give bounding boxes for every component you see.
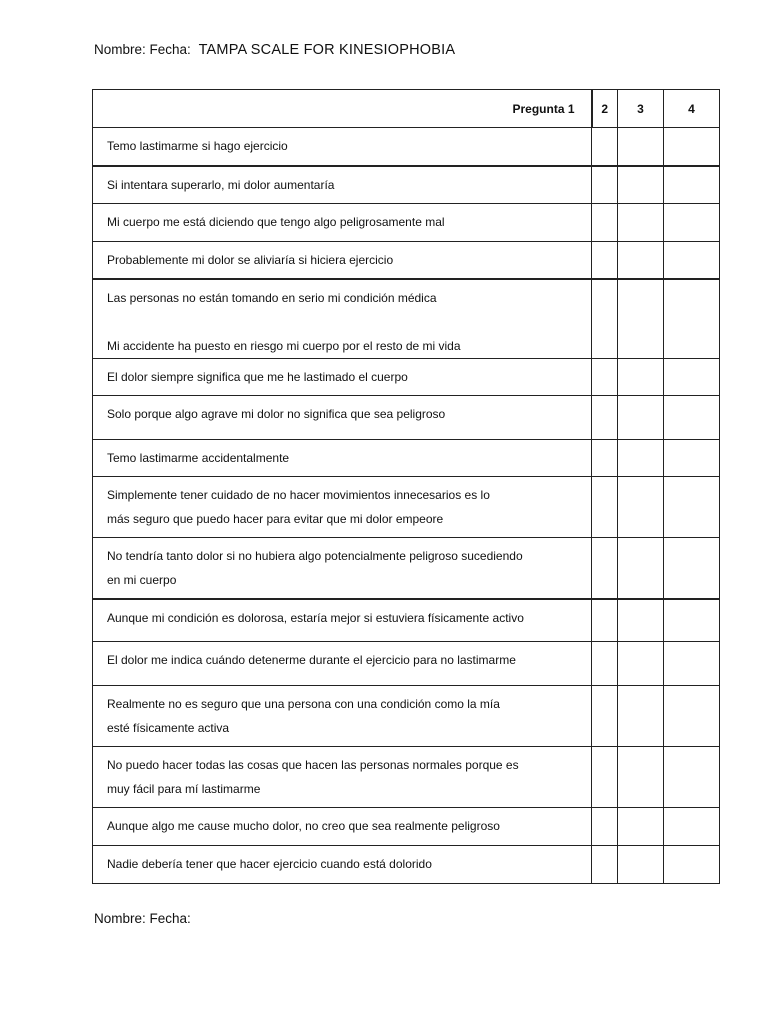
column-header-4: 4 bbox=[664, 90, 720, 128]
question-cell bbox=[93, 846, 592, 884]
answer-cell-2[interactable] bbox=[592, 477, 618, 538]
answer-cell-2[interactable] bbox=[592, 279, 618, 359]
answer-cell-2[interactable] bbox=[592, 128, 618, 167]
column-header-question: Pregunta 1 bbox=[93, 90, 592, 128]
answer-cell-2[interactable] bbox=[592, 440, 618, 477]
answer-cell-4[interactable] bbox=[664, 166, 720, 204]
question-text: muy fácil para mí lastimarme bbox=[107, 782, 261, 796]
answer-cell-2[interactable] bbox=[592, 242, 618, 280]
answer-cell-2[interactable] bbox=[592, 686, 618, 747]
answer-cell-4[interactable] bbox=[664, 477, 720, 538]
question-cell bbox=[93, 642, 592, 686]
table-row bbox=[93, 642, 720, 686]
table-row bbox=[93, 204, 720, 242]
answer-cell-3[interactable] bbox=[618, 642, 664, 686]
column-header-3: 3 bbox=[618, 90, 664, 128]
question-text: más seguro que puedo hacer para evitar que mi dolor empeore bbox=[107, 512, 444, 526]
question-text: Las personas no están tomando en serio mi condición médica bbox=[107, 291, 437, 305]
footer-name-date-label: Nombre: Fecha: bbox=[94, 911, 191, 926]
question-text: Temo lastimarme accidentalmente bbox=[107, 451, 290, 465]
answer-cell-2[interactable] bbox=[592, 808, 618, 846]
table-row bbox=[93, 846, 720, 884]
answer-cell-4[interactable] bbox=[664, 747, 720, 808]
question-text: esté físicamente activa bbox=[107, 721, 230, 735]
question-text: Nadie debería tener que hacer ejercicio cuando está dolorido bbox=[107, 857, 432, 871]
answer-cell-4[interactable] bbox=[664, 396, 720, 440]
table-row bbox=[93, 686, 720, 747]
question-text: Aunque mi condición es dolorosa, estaría mejor si estuviera físicamente activo bbox=[107, 611, 524, 625]
answer-cell-4[interactable] bbox=[664, 359, 720, 396]
answer-cell-4[interactable] bbox=[664, 538, 720, 600]
answer-cell-4[interactable] bbox=[664, 279, 720, 359]
column-header-2: 2 bbox=[592, 90, 618, 128]
question-cell bbox=[93, 204, 592, 242]
answer-cell-4[interactable] bbox=[664, 440, 720, 477]
page-footer bbox=[94, 911, 191, 926]
answer-cell-2[interactable] bbox=[592, 599, 618, 642]
name-date-label: Nombre: Fecha: bbox=[94, 42, 191, 57]
question-text: Si intentara superarlo, mi dolor aumentaría bbox=[107, 178, 335, 192]
question-cell bbox=[93, 747, 592, 808]
question-cell bbox=[93, 242, 592, 280]
question-cell bbox=[93, 477, 592, 538]
table-row bbox=[93, 440, 720, 477]
answer-cell-3[interactable] bbox=[618, 538, 664, 600]
question-text: Aunque algo me cause mucho dolor, no creo que sea realmente peligroso bbox=[107, 819, 500, 833]
answer-cell-4[interactable] bbox=[664, 242, 720, 280]
question-text: Simplemente tener cuidado de no hacer movimientos innecesarios es lo bbox=[107, 488, 490, 502]
table-row bbox=[93, 359, 720, 396]
question-text: Probablemente mi dolor se aliviaría si hiciera ejercicio bbox=[107, 253, 394, 267]
question-cell bbox=[93, 166, 592, 204]
page-title: TAMPA SCALE FOR KINESIOPHOBIA bbox=[198, 42, 456, 58]
question-cell bbox=[93, 359, 592, 396]
table-row bbox=[93, 279, 720, 359]
answer-cell-3[interactable] bbox=[618, 747, 664, 808]
question-text: Realmente no es seguro que una persona con una condición como la mía bbox=[107, 697, 500, 711]
answer-cell-2[interactable] bbox=[592, 642, 618, 686]
question-text: Mi accidente ha puesto en riesgo mi cuerpo por el resto de mi vida bbox=[107, 339, 461, 353]
answer-cell-3[interactable] bbox=[618, 440, 664, 477]
question-cell bbox=[93, 599, 592, 642]
answer-cell-3[interactable] bbox=[618, 808, 664, 846]
answer-cell-3[interactable] bbox=[618, 279, 664, 359]
table-body bbox=[93, 128, 720, 884]
question-text: Solo porque algo agrave mi dolor no significa que sea peligroso bbox=[107, 407, 446, 421]
answer-cell-4[interactable] bbox=[664, 808, 720, 846]
table-row bbox=[93, 538, 720, 600]
answer-cell-2[interactable] bbox=[592, 747, 618, 808]
question-text: No puedo hacer todas las cosas que hacen las personas normales porque es bbox=[107, 758, 519, 772]
answer-cell-3[interactable] bbox=[618, 396, 664, 440]
question-cell bbox=[93, 686, 592, 747]
questionnaire-table bbox=[92, 89, 720, 884]
question-cell bbox=[93, 396, 592, 440]
question-text: El dolor siempre significa que me he lastimado el cuerpo bbox=[107, 370, 408, 384]
answer-cell-4[interactable] bbox=[664, 846, 720, 884]
answer-cell-3[interactable] bbox=[618, 599, 664, 642]
answer-cell-2[interactable] bbox=[592, 359, 618, 396]
table-row bbox=[93, 747, 720, 808]
answer-cell-2[interactable] bbox=[592, 204, 618, 242]
answer-cell-3[interactable] bbox=[618, 477, 664, 538]
answer-cell-3[interactable] bbox=[618, 204, 664, 242]
question-text: en mi cuerpo bbox=[107, 573, 177, 587]
answer-cell-3[interactable] bbox=[618, 242, 664, 280]
question-cell bbox=[93, 128, 592, 167]
page-header bbox=[94, 42, 455, 58]
table-row bbox=[93, 396, 720, 440]
question-text bbox=[107, 310, 579, 334]
table-row bbox=[93, 242, 720, 280]
answer-cell-3[interactable] bbox=[618, 166, 664, 204]
answer-cell-3[interactable] bbox=[618, 686, 664, 747]
answer-cell-4[interactable] bbox=[664, 204, 720, 242]
question-text: Temo lastimarme si hago ejercicio bbox=[107, 139, 288, 153]
question-cell bbox=[93, 538, 592, 600]
question-text: El dolor me indica cuándo detenerme durante el ejercicio para no lastimarme bbox=[107, 653, 516, 667]
answer-cell-4[interactable] bbox=[664, 642, 720, 686]
answer-cell-2[interactable] bbox=[592, 538, 618, 600]
answer-cell-2[interactable] bbox=[592, 846, 618, 884]
answer-cell-4[interactable] bbox=[664, 599, 720, 642]
table-row bbox=[93, 128, 720, 167]
answer-cell-4[interactable] bbox=[664, 686, 720, 747]
table-header-row bbox=[93, 90, 720, 128]
table-row bbox=[93, 166, 720, 204]
answer-cell-2[interactable] bbox=[592, 396, 618, 440]
answer-cell-3[interactable] bbox=[618, 359, 664, 396]
table-row bbox=[93, 808, 720, 846]
question-cell bbox=[93, 279, 592, 359]
answer-cell-2[interactable] bbox=[592, 166, 618, 204]
table-row bbox=[93, 477, 720, 538]
table-row bbox=[93, 599, 720, 642]
question-cell bbox=[93, 808, 592, 846]
answer-cell-3[interactable] bbox=[618, 128, 664, 167]
answer-cell-4[interactable] bbox=[664, 128, 720, 167]
question-cell bbox=[93, 440, 592, 477]
question-text: No tendría tanto dolor si no hubiera algo potencialmente peligroso sucediendo bbox=[107, 549, 523, 563]
answer-cell-3[interactable] bbox=[618, 846, 664, 884]
question-text: Mi cuerpo me está diciendo que tengo algo peligrosamente mal bbox=[107, 215, 445, 229]
